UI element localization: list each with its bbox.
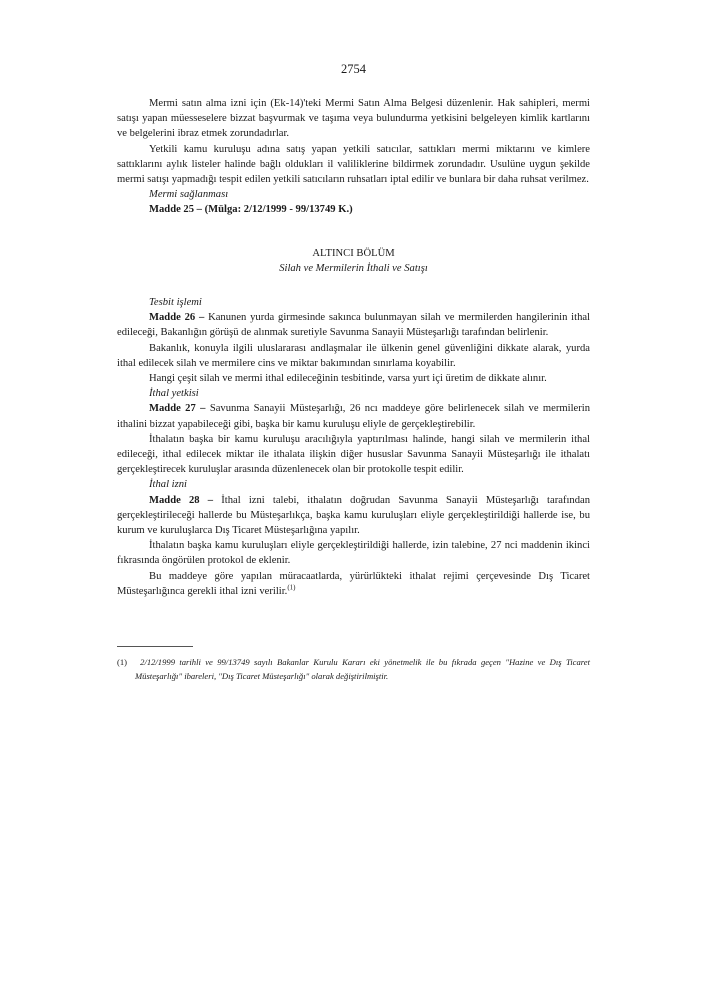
paragraph-28-b: İthalatın başka kamu kuruluşları eliyle gerçekleştirildiği hallerde, izin talebine, 27 nci maddenin ikinci fıkrasında öngörülen protokol de eklenir. (117, 540, 590, 567)
article-27-label: Madde 27 – (149, 403, 206, 415)
paragraph-28-c-text: Bu maddeye göre yapılan müracaatlarda, yürürlükteki ithalat rejimi çerçevesinde Dış Ticaret Müsteşarlığınca gerekli ithal izni verilir. (117, 570, 590, 597)
paragraph-26-c: Hangi çeşit silah ve mermi ithal edileceğinin tesbitinde, varsa yurt içi üretim de dikkate alınır. (149, 373, 547, 385)
chapter-heading (117, 246, 590, 276)
heading-tesbit-islemi: Tesbit işlemi (149, 297, 202, 309)
article-27 (117, 401, 590, 431)
chapter-title: ALTINCI BÖLÜM (312, 247, 395, 259)
paragraph-mermi-satin-alma: Mermi satın alma izni için (Ek-14)'teki Mermi Satın Alma Belgesi düzenlenir. Hak sahipleri, mermi satışı yapan müesseselere bizzat başvurmak ve taşıma veya bulundurma yetkisini belgeleyen kimlik kartlarını ve belgelerini ibraz etmek zorundadırlar. (117, 98, 590, 140)
heading-mermi-saglanmasi: Mermi sağlanması (149, 189, 229, 201)
article-26-text: Kanunen yurda girmesinde sakınca bulunmayan silah ve mermilerden hangilerinin ithal edileceği, Bakanlığın görüşü de alınmak suretiyle Savunma Sanayii Müsteşarlığı tarafından belirlenir. (117, 312, 591, 339)
article-28-label: Madde 28 – (149, 494, 214, 506)
article-28 (117, 493, 590, 539)
paragraph-28-c (117, 569, 590, 599)
paragraph-26-b: Bakanlık, konuyla ilgili uluslararası andlaşmalar ile ülkenin genel güvenliğini dikkate alarak, yurda ithal edilecek silah ve mermilere cins ve miktar bakımından sınırlama koyabilir. (117, 342, 590, 369)
heading-ithal-izni: İthal izni (149, 479, 187, 491)
footnote-text: 2/12/1999 tarihli ve 99/13749 sayılı Bakanlar Kurulu Kararı eki yönetmelik ile bu fıkrada geçen "Hazine ve Dış Ticaret Müsteşarlığı" ibareleri, "Dış Ticaret Müsteşarlığı" olarak değiştirilmiştir. (135, 657, 590, 681)
heading-ithal-yetkisi: İthal yetkisi (149, 388, 199, 400)
footnote (117, 655, 590, 683)
chapter-subtitle: Silah ve Mermilerin İthali ve Satışı (279, 262, 428, 274)
footnote-mark: (1) (117, 657, 128, 667)
page-number: 2754 (341, 62, 366, 76)
article-25: Madde 25 – (Mülga: 2/12/1999 - 99/13749 K.) (149, 204, 353, 216)
article-28-text: İthal izni talebi, ithalatın doğrudan Savunma Sanayii Müsteşarlığı tarafından gerçekleştirileceği hallerde bu Müsteşarlıkça, başka kamu kuruluşları eliyle gerçekleştirildiği hallerde ise, bu kurum ve kuruluşlarca Dış Ticaret Müsteşarlığına yapılır. (117, 494, 590, 537)
article-27-text: Savunma Sanayii Müsteşarlığı, 26 ncı maddeye göre belirlenecek silah ve mermilerin ithalini bizzat yapabileceği gibi, başka bir kamu kuruluşu eliyle de gerçekleştirebilir. (117, 403, 590, 430)
document-body (117, 96, 590, 599)
article-26 (117, 310, 590, 340)
paragraph-27-b: İthalatın başka bir kamu kuruluşu aracılığıyla yaptırılması halinde, hangi silah ve mermilerin ithal edileceği, ithal edilecek miktar ile ithalata ilişkin diğer hususlar Savunma Sanayii Müsteşarlığı ile ithalatı gerçekleştirecek kuruluşlar arasında düzenlenecek olan bir protokolle tespit edilir. (117, 433, 590, 476)
footnote-reference: (1) (287, 583, 296, 592)
paragraph-yetkili-saticilar: Yetkili kamu kuruluşu adına satış yapan yetkili satıcılar, sattıkları mermi miktarını ve kimlere sattıklarını aylık listeler halinde bağlı oldukları il valiliklerine bildirmek zorundadır. Usulüne uygun şekilde mermi satışı yapmadığı tespit edilen yetkili satıcıların ruhsatları iptal edilir ve bunlara bir daha ruhsat verilmez. (117, 143, 590, 186)
footnote-divider (117, 646, 193, 647)
article-26-label: Madde 26 – (149, 312, 205, 324)
